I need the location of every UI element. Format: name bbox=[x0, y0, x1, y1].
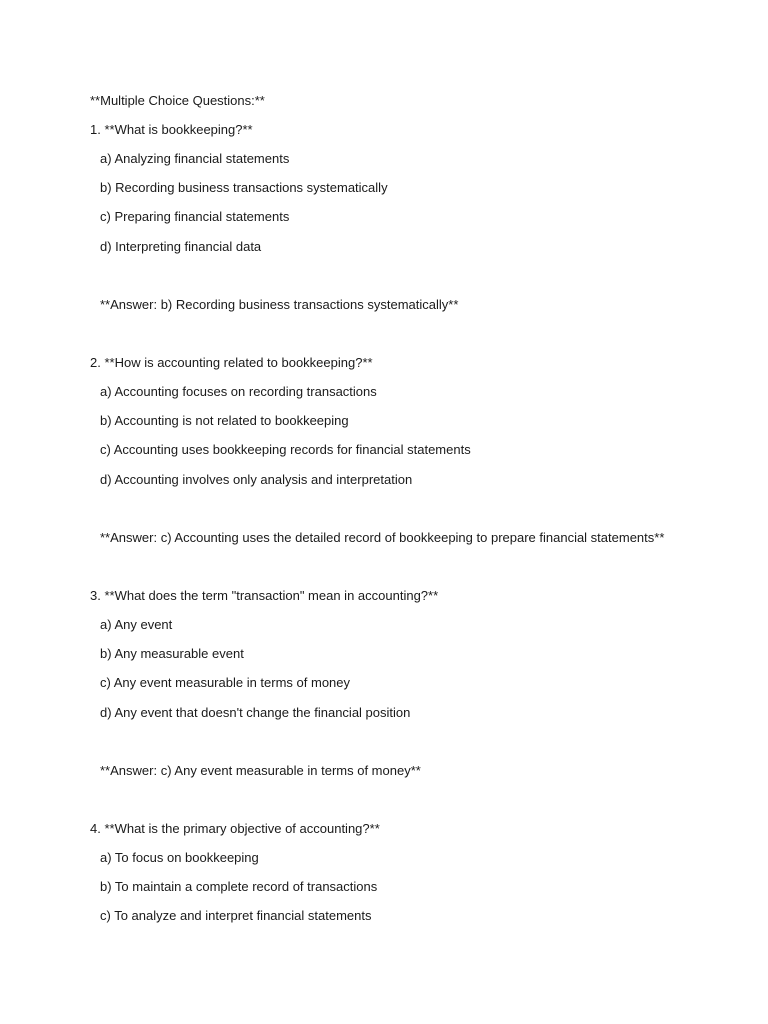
question-3-text: 3. **What does the term "transaction" mean in accounting?** bbox=[90, 588, 439, 603]
question-2-option-d: d) Accounting involves only analysis and interpretation bbox=[100, 472, 413, 487]
question-4-text: 4. **What is the primary objective of accounting?** bbox=[90, 821, 380, 836]
question-3-option-a: a) Any event bbox=[100, 617, 173, 632]
question-3-option-d: d) Any event that doesn't change the financial position bbox=[100, 705, 411, 720]
document-heading: **Multiple Choice Questions:** bbox=[90, 93, 265, 108]
question-1-option-c: c) Preparing financial statements bbox=[100, 209, 290, 224]
question-2-option-b: b) Accounting is not related to bookkeeping bbox=[100, 413, 349, 428]
question-1-option-a: a) Analyzing financial statements bbox=[100, 151, 290, 166]
question-3-option-c: c) Any event measurable in terms of money bbox=[100, 675, 351, 690]
question-4-option-c: c) To analyze and interpret financial statements bbox=[100, 908, 372, 923]
question-4-option-a: a) To focus on bookkeeping bbox=[100, 850, 259, 865]
question-1-option-b: b) Recording business transactions systematically bbox=[100, 180, 388, 195]
question-2-answer: **Answer: c) Accounting uses the detailed record of bookkeeping to prepare financial statements** bbox=[100, 530, 665, 545]
question-3-answer: **Answer: c) Any event measurable in terms of money** bbox=[100, 763, 421, 778]
question-2-option-a: a) Accounting focuses on recording transactions bbox=[100, 384, 377, 399]
question-1-text: 1. **What is bookkeeping?** bbox=[90, 122, 253, 137]
question-2-option-c: c) Accounting uses bookkeeping records for financial statements bbox=[100, 442, 471, 457]
question-1-option-d: d) Interpreting financial data bbox=[100, 239, 262, 254]
question-4-option-b: b) To maintain a complete record of transactions bbox=[100, 879, 378, 894]
question-2-text: 2. **How is accounting related to bookkeeping?** bbox=[90, 355, 373, 370]
question-3-option-b: b) Any measurable event bbox=[100, 646, 244, 661]
question-1-answer: **Answer: b) Recording business transactions systematically** bbox=[100, 297, 459, 312]
